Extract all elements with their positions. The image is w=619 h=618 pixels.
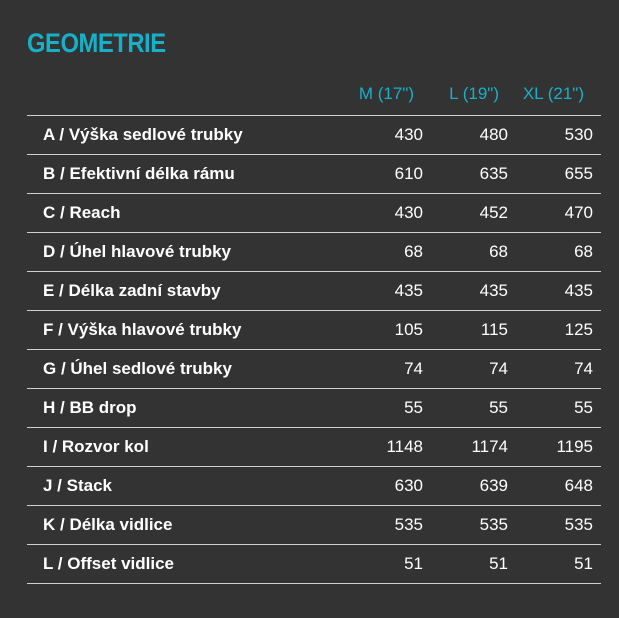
cell-l: 74 <box>489 359 508 378</box>
cell-m: 630 <box>394 476 423 495</box>
row-label: L / Offset vidlice <box>43 554 175 573</box>
cell-l: 435 <box>479 281 508 300</box>
cell-m: 55 <box>404 398 423 417</box>
geometry-table <box>27 115 601 584</box>
cell-xl: 68 <box>574 242 593 261</box>
row-label: F / Výška hlavové trubky <box>43 320 242 339</box>
table-row <box>27 388 601 427</box>
cell-l: 452 <box>479 203 508 222</box>
row-label: E / Délka zadní stavby <box>43 281 221 300</box>
column-header-m: M (17") <box>358 84 414 103</box>
cell-xl: 530 <box>564 125 593 144</box>
cell-m: 51 <box>404 554 423 573</box>
table-row <box>27 193 601 232</box>
cell-l: 55 <box>489 398 508 417</box>
cell-xl: 535 <box>564 515 593 534</box>
cell-xl: 51 <box>574 554 593 573</box>
cell-xl: 55 <box>574 398 593 417</box>
cell-m: 535 <box>394 515 423 534</box>
cell-l: 1174 <box>471 437 508 456</box>
table-row <box>27 505 601 544</box>
cell-l: 68 <box>489 242 508 261</box>
cell-l: 51 <box>489 554 508 573</box>
row-label: K / Délka vidlice <box>43 515 173 534</box>
table-row <box>27 154 601 193</box>
row-label: D / Úhel hlavové trubky <box>43 242 231 261</box>
table-row <box>27 115 601 154</box>
cell-xl: 74 <box>574 359 593 378</box>
table-row <box>27 232 601 271</box>
cell-l: 635 <box>479 164 508 183</box>
cell-xl: 648 <box>564 476 593 495</box>
row-label: A / Výška sedlové trubky <box>43 125 243 144</box>
table-row <box>27 466 601 505</box>
page-title: GEOMETRIE <box>27 28 166 58</box>
row-label: H / BB drop <box>43 398 137 417</box>
row-label: J / Stack <box>43 476 112 495</box>
table-row <box>27 427 601 466</box>
cell-m: 74 <box>404 359 423 378</box>
cell-l: 535 <box>479 515 508 534</box>
row-label: I / Rozvor kol <box>43 437 149 456</box>
cell-m: 435 <box>394 281 423 300</box>
table-row <box>27 349 601 388</box>
cell-l: 115 <box>480 320 508 339</box>
cell-m: 105 <box>394 320 423 339</box>
cell-l: 480 <box>479 125 508 144</box>
column-header-l: L (19") <box>449 84 499 103</box>
cell-m: 430 <box>394 203 423 222</box>
table-row <box>27 271 601 310</box>
cell-m: 430 <box>394 125 423 144</box>
cell-xl: 470 <box>564 203 593 222</box>
row-label: B / Efektivní délka rámu <box>43 164 235 183</box>
row-label: C / Reach <box>43 203 121 222</box>
row-label: G / Úhel sedlové trubky <box>43 359 232 378</box>
cell-xl: 435 <box>564 281 593 300</box>
table-row <box>27 310 601 349</box>
cell-xl: 655 <box>564 164 593 183</box>
cell-xl: 1195 <box>556 437 593 456</box>
table-header <box>0 84 619 110</box>
cell-m: 68 <box>404 242 423 261</box>
table-row <box>27 544 601 584</box>
cell-m: 610 <box>394 164 423 183</box>
column-header-xl: XL (21") <box>522 84 584 103</box>
cell-l: 639 <box>479 476 508 495</box>
cell-m: 1148 <box>386 437 423 456</box>
cell-xl: 125 <box>564 320 593 339</box>
